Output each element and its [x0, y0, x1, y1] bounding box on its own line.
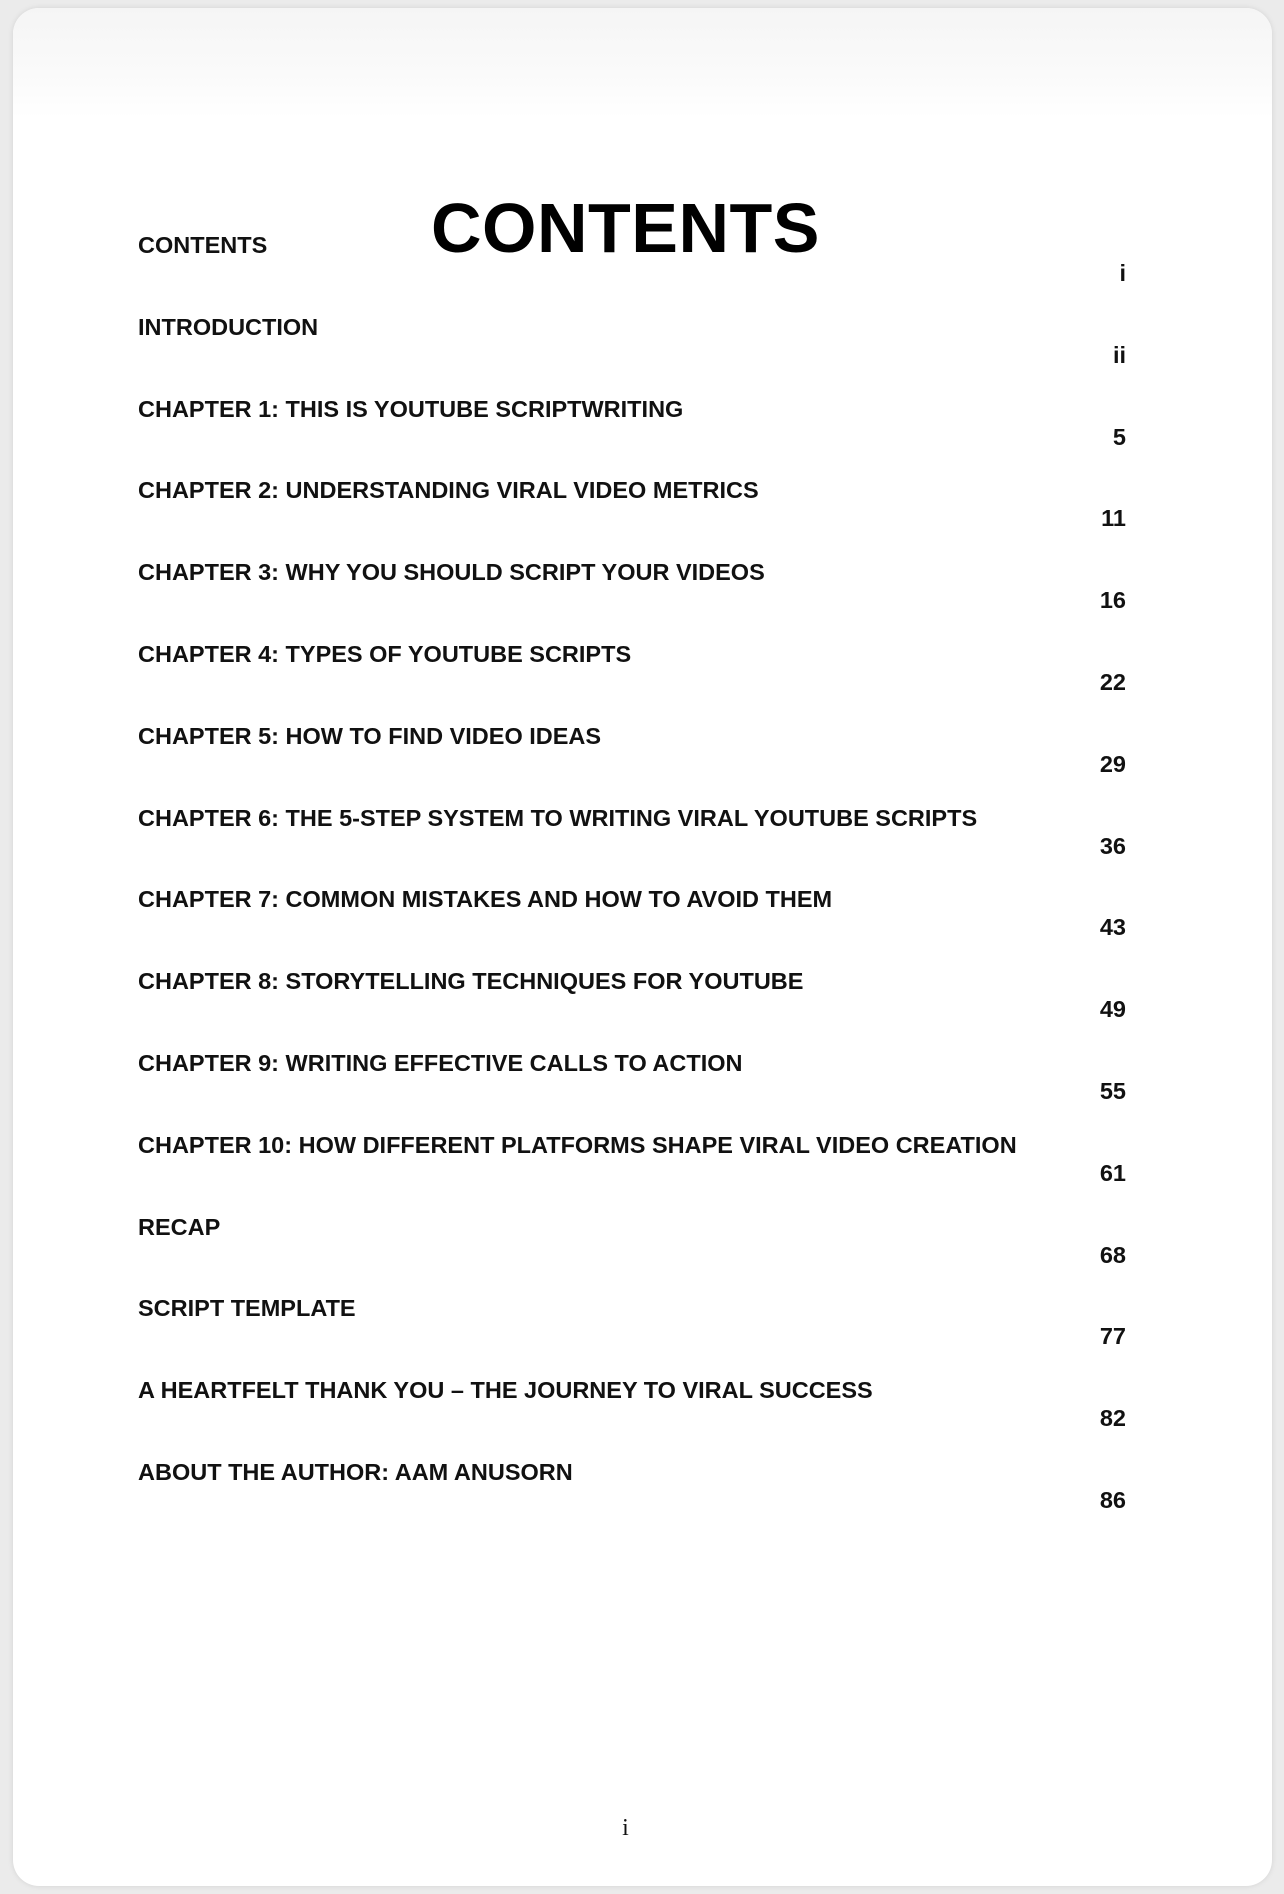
- toc-entry[interactable]: [138, 466, 1126, 548]
- toc-entry-label: CHAPTER 3: WHY YOU SHOULD SCRIPT YOUR VIDEOS: [138, 559, 765, 586]
- toc-entry[interactable]: [138, 1284, 1126, 1366]
- toc-entry[interactable]: [138, 385, 1126, 467]
- toc-entry[interactable]: [138, 630, 1126, 712]
- document-page: [13, 8, 1272, 1886]
- toc-entry-label: CHAPTER 9: WRITING EFFECTIVE CALLS TO ACTION: [138, 1049, 743, 1076]
- toc-entry-label: CHAPTER 8: STORYTELLING TECHNIQUES FOR YOUTUBE: [138, 968, 804, 995]
- toc-entry[interactable]: [138, 1366, 1126, 1448]
- toc-entry-label: CONTENTS: [138, 232, 268, 258]
- toc-entry-label: CHAPTER 6: THE 5-STEP SYSTEM TO WRITING VIRAL YOUTUBE SCRIPTS: [138, 804, 978, 831]
- toc-entry[interactable]: [138, 712, 1126, 794]
- toc-entry[interactable]: [138, 548, 1126, 630]
- toc-entry-label: CHAPTER 1: THIS IS YOUTUBE SCRIPTWRITING: [138, 395, 684, 422]
- toc-entry-label: CHAPTER 2: UNDERSTANDING VIRAL VIDEO METRICS: [138, 477, 759, 504]
- toc-entry[interactable]: [138, 303, 1126, 385]
- toc-entry[interactable]: [138, 1121, 1126, 1203]
- page-title: CONTENTS: [431, 188, 820, 267]
- toc-entry-page-number: 22: [1099, 668, 1126, 695]
- toc-entry-label: SCRIPT TEMPLATE: [138, 1295, 356, 1322]
- toc-entry-page-number: 86: [1099, 1486, 1126, 1513]
- toc-entry-label: CHAPTER 5: HOW TO FIND VIDEO IDEAS: [138, 722, 602, 749]
- toc-entry-label: INTRODUCTION: [138, 313, 319, 340]
- toc-entry-page-number: 43: [1099, 914, 1126, 941]
- toc-entry-page-number: 68: [1099, 1241, 1126, 1268]
- toc-entry[interactable]: [138, 794, 1126, 876]
- toc-entry[interactable]: [138, 221, 1126, 303]
- toc-entry-label: CHAPTER 10: HOW DIFFERENT PLATFORMS SHAPE VIRAL VIDEO CREATION: [138, 1131, 1017, 1158]
- toc-entry-label: ABOUT THE AUTHOR: AAM ANUSORN: [138, 1458, 573, 1485]
- page-folio: i: [622, 1815, 629, 1841]
- toc-entry-page-number: ii: [1112, 341, 1126, 368]
- toc-entry-page-number: 36: [1099, 832, 1126, 859]
- toc-entry-label: RECAP: [138, 1213, 221, 1240]
- table-of-contents: [138, 221, 1126, 1530]
- toc-entry[interactable]: [138, 1039, 1126, 1121]
- toc-entry-page-number: 77: [1099, 1323, 1126, 1350]
- toc-entry[interactable]: [138, 957, 1126, 1039]
- toc-entry-page-number: 55: [1099, 1077, 1126, 1104]
- page-top-shade: [13, 8, 1272, 118]
- toc-entry-label: A HEARTFELT THANK YOU – THE JOURNEY TO VIRAL SUCCESS: [138, 1377, 873, 1404]
- toc-entry-page-number: i: [1119, 260, 1126, 286]
- toc-entry[interactable]: [138, 875, 1126, 957]
- toc-entry-label: CHAPTER 7: COMMON MISTAKES AND HOW TO AVOID THEM: [138, 886, 833, 913]
- toc-entry-page-number: 61: [1099, 1159, 1126, 1186]
- toc-entry-page-number: 49: [1099, 996, 1126, 1023]
- toc-entry[interactable]: [138, 1203, 1126, 1285]
- toc-entry-label: CHAPTER 4: TYPES OF YOUTUBE SCRIPTS: [138, 640, 632, 667]
- toc-entry-page-number: 11: [1101, 505, 1126, 532]
- toc-entry-page-number: 5: [1112, 423, 1126, 450]
- toc-entry-page-number: 29: [1099, 750, 1126, 777]
- toc-entry-page-number: 82: [1099, 1405, 1126, 1432]
- toc-entry-page-number: 16: [1099, 587, 1126, 614]
- toc-entry[interactable]: [138, 1448, 1126, 1530]
